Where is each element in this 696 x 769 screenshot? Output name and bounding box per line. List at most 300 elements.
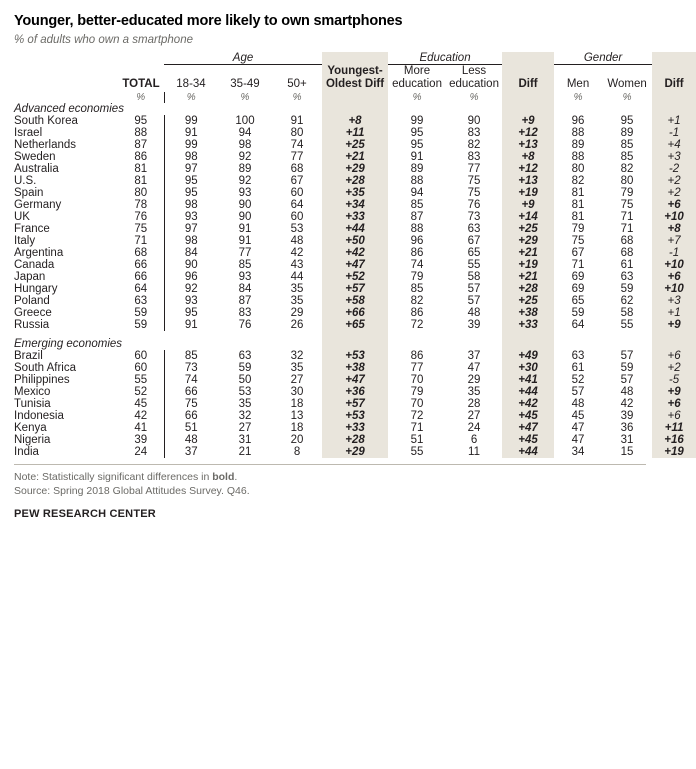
cell-women: 80 bbox=[620, 174, 634, 187]
cell-more-education: 91 bbox=[410, 150, 424, 163]
table-row bbox=[14, 271, 696, 283]
cell-total: 71 bbox=[134, 234, 148, 247]
table-row bbox=[14, 398, 696, 410]
cell-women: 61 bbox=[620, 258, 634, 271]
note-suffix: . bbox=[234, 470, 238, 483]
cell-men: 34 bbox=[571, 445, 585, 458]
cell-more-education: 96 bbox=[410, 234, 424, 247]
cell-total: 66 bbox=[134, 270, 148, 283]
cell-more-education: 94 bbox=[410, 186, 424, 199]
cell-age-diff: +8 bbox=[322, 115, 388, 127]
section-header-row bbox=[14, 338, 696, 350]
cell-more-education: 77 bbox=[410, 361, 424, 374]
cell-gender-diff: +4 bbox=[652, 139, 696, 151]
cell-total: 81 bbox=[134, 174, 148, 187]
cell-age-50plus: 48 bbox=[290, 234, 304, 247]
cell-age-35-49: 50 bbox=[238, 373, 252, 386]
cell-gender-diff: +7 bbox=[652, 235, 696, 247]
cell-age-35-49: 31 bbox=[238, 433, 252, 446]
unit-gdiff bbox=[652, 92, 696, 103]
cell-less-education: 77 bbox=[467, 162, 481, 175]
table-row bbox=[14, 374, 696, 386]
col-header-age-diff: Youngest- Oldest Diff bbox=[322, 65, 388, 92]
cell-more-education: 86 bbox=[410, 349, 424, 362]
cell-age-50plus: 35 bbox=[290, 294, 304, 307]
cell-more-education: 72 bbox=[410, 318, 424, 331]
cell-less-education: 73 bbox=[467, 210, 481, 223]
cell-gender-diff: +2 bbox=[652, 187, 696, 199]
cell-more-education: 99 bbox=[410, 114, 424, 127]
cell-age-35-49: 100 bbox=[235, 114, 255, 127]
cell-age-18-34: 95 bbox=[164, 187, 218, 199]
col-header-men: Men bbox=[566, 78, 590, 91]
cell-education-diff: +44 bbox=[502, 446, 554, 458]
cell-more-education: 88 bbox=[410, 174, 424, 187]
cell-women: 82 bbox=[620, 162, 634, 175]
cell-men: 88 bbox=[571, 126, 585, 139]
cell-more-education: 87 bbox=[410, 210, 424, 223]
col-header-total: TOTAL bbox=[122, 78, 160, 91]
cell-age-diff: +53 bbox=[322, 350, 388, 362]
section-label: Advanced economies bbox=[14, 102, 124, 115]
cell-age-18-34: 37 bbox=[164, 446, 218, 458]
cell-age-18-34: 91 bbox=[164, 127, 218, 139]
cell-more-education: 79 bbox=[410, 385, 424, 398]
cell-more-education: 86 bbox=[410, 306, 424, 319]
unit-adiff bbox=[322, 92, 388, 103]
cell-less-education: 37 bbox=[467, 349, 481, 362]
table-row bbox=[14, 163, 696, 175]
cell-education-diff: +47 bbox=[502, 422, 554, 434]
cell-age-18-34: 66 bbox=[164, 410, 218, 422]
cell-more-education: 72 bbox=[410, 409, 424, 422]
cell-age-35-49: 35 bbox=[238, 397, 252, 410]
cell-less-education: 6 bbox=[470, 433, 478, 446]
cell-less-education: 35 bbox=[467, 385, 481, 398]
cell-age-35-49: 93 bbox=[238, 270, 252, 283]
cell-age-35-49: 59 bbox=[238, 361, 252, 374]
unit-women: % bbox=[622, 91, 632, 103]
cell-less-education: 47 bbox=[467, 361, 481, 374]
table-row bbox=[14, 446, 696, 458]
cell-age-35-49: 92 bbox=[238, 174, 252, 187]
cell-age-diff: +42 bbox=[322, 247, 388, 259]
cell-women: 63 bbox=[620, 270, 634, 283]
footnotes bbox=[14, 464, 646, 520]
cell-age-50plus: 35 bbox=[290, 361, 304, 374]
cell-age-50plus: 13 bbox=[290, 409, 304, 422]
cell-education-diff: +49 bbox=[502, 350, 554, 362]
cell-age-50plus: 91 bbox=[290, 114, 304, 127]
cell-more-education: 79 bbox=[410, 270, 424, 283]
cell-age-35-49: 83 bbox=[238, 306, 252, 319]
cell-more-education: 89 bbox=[410, 162, 424, 175]
cell-women: 39 bbox=[620, 409, 634, 422]
cell-less-education: 63 bbox=[467, 222, 481, 235]
cell-age-50plus: 64 bbox=[290, 198, 304, 211]
cell-total: 78 bbox=[134, 198, 148, 211]
cell-age-18-34: 84 bbox=[164, 247, 218, 259]
cell-women: 68 bbox=[620, 246, 634, 259]
cell-age-18-34: 74 bbox=[164, 374, 218, 386]
unit-men: % bbox=[573, 91, 583, 103]
cell-age-35-49: 90 bbox=[238, 198, 252, 211]
cell-age-18-34: 85 bbox=[164, 350, 218, 362]
cell-total: 95 bbox=[134, 114, 148, 127]
cell-women: 42 bbox=[620, 397, 634, 410]
table-row bbox=[14, 295, 696, 307]
row-country: Japan bbox=[14, 270, 46, 283]
cell-education-diff: +21 bbox=[502, 247, 554, 259]
cell-more-education: 86 bbox=[410, 246, 424, 259]
cell-age-50plus: 18 bbox=[290, 397, 304, 410]
cell-age-18-34: 98 bbox=[164, 199, 218, 211]
cell-age-35-49: 53 bbox=[238, 385, 252, 398]
cell-less-education: 11 bbox=[468, 445, 480, 458]
unit-ediff bbox=[502, 92, 554, 103]
cell-men: 61 bbox=[571, 361, 585, 374]
cell-gender-diff: +19 bbox=[652, 446, 696, 458]
cell-total: 68 bbox=[134, 246, 148, 259]
cell-total: 39 bbox=[134, 433, 148, 446]
cell-age-18-34: 96 bbox=[164, 271, 218, 283]
cell-men: 64 bbox=[571, 318, 585, 331]
cell-gender-diff: +10 bbox=[652, 283, 696, 295]
cell-age-35-49: 84 bbox=[238, 282, 252, 295]
col-header-gender-diff: Diff bbox=[652, 65, 696, 92]
table-row bbox=[14, 434, 696, 446]
cell-age-18-34: 93 bbox=[164, 211, 218, 223]
cell-age-35-49: 91 bbox=[238, 234, 252, 247]
unit-e2: % bbox=[469, 91, 479, 103]
cell-more-education: 70 bbox=[410, 397, 424, 410]
section-label: Emerging economies bbox=[14, 337, 123, 350]
cell-men: 63 bbox=[571, 349, 585, 362]
cell-less-education: 82 bbox=[467, 138, 481, 151]
brand-label: PEW RESEARCH CENTER bbox=[14, 507, 156, 520]
row-country: Mexico bbox=[14, 385, 51, 398]
cell-women: 59 bbox=[620, 282, 634, 295]
row-country: South Korea bbox=[14, 114, 78, 127]
cell-less-education: 67 bbox=[467, 234, 481, 247]
table-row bbox=[14, 362, 696, 374]
cell-total: 87 bbox=[134, 138, 148, 151]
col-header-age-18-34: 18-34 bbox=[176, 78, 206, 91]
cell-age-35-49: 63 bbox=[238, 349, 252, 362]
table-row bbox=[14, 127, 696, 139]
section-spacer bbox=[14, 331, 696, 338]
cell-age-18-34: 90 bbox=[164, 259, 218, 271]
cell-age-50plus: 68 bbox=[290, 162, 304, 175]
table-row bbox=[14, 307, 696, 319]
row-country: Greece bbox=[14, 306, 52, 319]
cell-education-diff: +25 bbox=[502, 223, 554, 235]
table-row bbox=[14, 223, 696, 235]
cell-education-diff: +9 bbox=[502, 115, 554, 127]
cell-men: 82 bbox=[571, 174, 585, 187]
cell-less-education: 55 bbox=[467, 258, 481, 271]
cell-age-50plus: 44 bbox=[290, 270, 304, 283]
table-row bbox=[14, 410, 696, 422]
cell-men: 67 bbox=[571, 246, 585, 259]
cell-age-18-34: 91 bbox=[164, 319, 218, 331]
row-country: Israel bbox=[14, 126, 43, 139]
cell-education-diff: +12 bbox=[502, 127, 554, 139]
group-header-education: Education bbox=[388, 52, 502, 65]
cell-women: 62 bbox=[620, 294, 634, 307]
cell-men: 45 bbox=[571, 409, 585, 422]
cell-men: 47 bbox=[571, 421, 585, 434]
cell-less-education: 90 bbox=[467, 114, 481, 127]
cell-age-50plus: 30 bbox=[290, 385, 304, 398]
cell-education-diff: +19 bbox=[502, 187, 554, 199]
cell-total: 64 bbox=[134, 282, 148, 295]
unit-row bbox=[14, 92, 696, 103]
note-prefix: Note: Statistically significant differences in bbox=[14, 470, 213, 483]
cell-age-diff: +25 bbox=[322, 139, 388, 151]
cell-total: 52 bbox=[134, 385, 148, 398]
cell-education-diff: +13 bbox=[502, 175, 554, 187]
cell-total: 60 bbox=[134, 361, 148, 374]
cell-less-education: 27 bbox=[467, 409, 481, 422]
col-header-education-diff: Diff bbox=[502, 65, 554, 92]
cell-age-18-34: 99 bbox=[164, 139, 218, 151]
cell-men: 65 bbox=[571, 294, 585, 307]
unit-total: % bbox=[136, 91, 146, 103]
cell-age-50plus: 43 bbox=[290, 258, 304, 271]
smartphone-ownership-table bbox=[14, 52, 696, 457]
table-body bbox=[14, 103, 696, 458]
cell-age-18-34: 97 bbox=[164, 163, 218, 175]
cell-gender-diff: +10 bbox=[652, 259, 696, 271]
table-row bbox=[14, 151, 696, 163]
cell-men: 59 bbox=[571, 306, 585, 319]
note-line bbox=[14, 470, 646, 484]
cell-age-50plus: 18 bbox=[290, 421, 304, 434]
cell-age-50plus: 42 bbox=[290, 246, 304, 259]
row-country: Sweden bbox=[14, 150, 56, 163]
cell-age-35-49: 93 bbox=[238, 186, 252, 199]
cell-men: 88 bbox=[571, 150, 585, 163]
cell-age-50plus: 74 bbox=[290, 138, 304, 151]
cell-men: 89 bbox=[571, 138, 585, 151]
cell-less-education: 58 bbox=[467, 270, 481, 283]
cell-more-education: 74 bbox=[410, 258, 424, 271]
table-row bbox=[14, 422, 696, 434]
cell-more-education: 85 bbox=[410, 198, 424, 211]
cell-age-18-34: 92 bbox=[164, 283, 218, 295]
row-country: Germany bbox=[14, 198, 62, 211]
row-country: Argentina bbox=[14, 246, 64, 259]
cell-age-18-34: 98 bbox=[164, 235, 218, 247]
cell-age-35-49: 77 bbox=[238, 246, 252, 259]
cell-age-18-34: 95 bbox=[164, 307, 218, 319]
cell-gender-diff: +6 bbox=[652, 350, 696, 362]
cell-age-35-49: 87 bbox=[238, 294, 252, 307]
table-row bbox=[14, 350, 696, 362]
cell-age-35-49: 32 bbox=[238, 409, 252, 422]
cell-age-diff: +11 bbox=[322, 127, 388, 139]
col-header-women: Women bbox=[607, 78, 647, 91]
cell-age-diff: +65 bbox=[322, 319, 388, 331]
cell-total: 88 bbox=[134, 126, 148, 139]
row-country: Russia bbox=[14, 318, 50, 331]
cell-age-diff: +33 bbox=[322, 422, 388, 434]
cell-age-50plus: 80 bbox=[290, 126, 304, 139]
cell-gender-diff: -2 bbox=[652, 163, 696, 175]
cell-education-diff: +14 bbox=[502, 211, 554, 223]
unit-a3: % bbox=[292, 91, 302, 103]
cell-gender-diff: +16 bbox=[652, 434, 696, 446]
cell-age-35-49: 91 bbox=[238, 222, 252, 235]
cell-age-50plus: 77 bbox=[290, 150, 304, 163]
cell-age-50plus: 32 bbox=[290, 349, 304, 362]
cell-men: 69 bbox=[571, 270, 585, 283]
cell-gender-diff: +6 bbox=[652, 410, 696, 422]
cell-total: 76 bbox=[134, 210, 148, 223]
cell-less-education: 57 bbox=[467, 282, 481, 295]
cell-age-35-49: 76 bbox=[238, 318, 252, 331]
cell-age-50plus: 35 bbox=[290, 282, 304, 295]
cell-men: 47 bbox=[571, 433, 585, 446]
cell-age-diff: +58 bbox=[322, 295, 388, 307]
cell-men: 75 bbox=[571, 234, 585, 247]
cell-age-18-34: 95 bbox=[164, 175, 218, 187]
row-country: U.S. bbox=[14, 174, 37, 187]
cell-men: 57 bbox=[571, 385, 585, 398]
cell-age-18-34: 51 bbox=[164, 422, 218, 434]
cell-less-education: 57 bbox=[467, 294, 481, 307]
cell-total: 86 bbox=[134, 150, 148, 163]
cell-men: 81 bbox=[571, 186, 585, 199]
cell-age-35-49: 92 bbox=[238, 150, 252, 163]
cell-total: 41 bbox=[134, 421, 148, 434]
page-subtitle: % of adults who own a smartphone bbox=[14, 34, 193, 47]
cell-total: 24 bbox=[134, 445, 148, 458]
cell-gender-diff: +11 bbox=[652, 422, 696, 434]
cell-gender-diff: +8 bbox=[652, 223, 696, 235]
cell-women: 31 bbox=[620, 433, 634, 446]
table-header bbox=[14, 52, 696, 102]
col-header-less-education: Less education bbox=[449, 65, 499, 91]
row-country: Kenya bbox=[14, 421, 47, 434]
row-country: Spain bbox=[14, 186, 44, 199]
table-row bbox=[14, 115, 696, 127]
cell-less-education: 39 bbox=[467, 318, 481, 331]
unit-a2: % bbox=[240, 91, 250, 103]
row-country: Australia bbox=[14, 162, 59, 175]
cell-women: 15 bbox=[620, 445, 634, 458]
cell-gender-diff: +9 bbox=[652, 386, 696, 398]
cell-women: 55 bbox=[620, 318, 634, 331]
cell-education-diff: +13 bbox=[502, 139, 554, 151]
col-header-age-35-49: 35-49 bbox=[230, 78, 260, 91]
cell-age-18-34: 99 bbox=[164, 115, 218, 127]
cell-education-diff: +45 bbox=[502, 434, 554, 446]
row-country: Nigeria bbox=[14, 433, 51, 446]
table-row bbox=[14, 386, 696, 398]
cell-education-diff: +38 bbox=[502, 307, 554, 319]
cell-age-diff: +52 bbox=[322, 271, 388, 283]
cell-gender-diff: -1 bbox=[652, 127, 696, 139]
cell-women: 36 bbox=[620, 421, 634, 434]
cell-age-18-34: 66 bbox=[164, 386, 218, 398]
table-row bbox=[14, 211, 696, 223]
cell-more-education: 82 bbox=[410, 294, 424, 307]
cell-age-50plus: 8 bbox=[293, 445, 301, 458]
cell-men: 71 bbox=[571, 258, 585, 271]
cell-age-50plus: 60 bbox=[290, 210, 304, 223]
cell-gender-diff: +9 bbox=[652, 319, 696, 331]
cell-age-50plus: 67 bbox=[290, 174, 304, 187]
cell-men: 79 bbox=[571, 222, 585, 235]
row-country: Brazil bbox=[14, 349, 43, 362]
note-bold: bold bbox=[212, 470, 235, 483]
cell-age-diff: +47 bbox=[322, 259, 388, 271]
cell-more-education: 71 bbox=[410, 421, 424, 434]
cell-gender-diff: +2 bbox=[652, 362, 696, 374]
cell-education-diff: +12 bbox=[502, 163, 554, 175]
row-country: Tunisia bbox=[14, 397, 51, 410]
row-country: India bbox=[14, 445, 39, 458]
cell-women: 95 bbox=[620, 114, 634, 127]
table-row bbox=[14, 199, 696, 211]
cell-more-education: 51 bbox=[410, 433, 424, 446]
cell-men: 80 bbox=[571, 162, 585, 175]
cell-education-diff: +33 bbox=[502, 319, 554, 331]
cell-men: 81 bbox=[571, 210, 585, 223]
row-country: Indonesia bbox=[14, 409, 64, 422]
cell-women: 71 bbox=[620, 222, 634, 235]
cell-less-education: 76 bbox=[467, 198, 481, 211]
cell-age-diff: +36 bbox=[322, 386, 388, 398]
row-country: Netherlands bbox=[14, 138, 77, 151]
cell-age-diff: +57 bbox=[322, 398, 388, 410]
cell-age-18-34: 97 bbox=[164, 223, 218, 235]
cell-total: 42 bbox=[134, 409, 148, 422]
cell-education-diff: +19 bbox=[502, 259, 554, 271]
cell-women: 85 bbox=[620, 138, 634, 151]
cell-age-35-49: 94 bbox=[238, 126, 252, 139]
cell-total: 60 bbox=[134, 349, 148, 362]
cell-age-diff: +35 bbox=[322, 187, 388, 199]
cell-men: 52 bbox=[571, 373, 585, 386]
cell-total: 75 bbox=[134, 222, 148, 235]
cell-age-diff: +50 bbox=[322, 235, 388, 247]
cell-men: 48 bbox=[571, 397, 585, 410]
cell-education-diff: +30 bbox=[502, 362, 554, 374]
cell-women: 68 bbox=[620, 234, 634, 247]
row-country: Philippines bbox=[14, 373, 70, 386]
row-country: France bbox=[14, 222, 50, 235]
section-header-row bbox=[14, 103, 696, 115]
row-country: Canada bbox=[14, 258, 55, 271]
cell-gender-diff: +1 bbox=[652, 307, 696, 319]
cell-age-50plus: 20 bbox=[290, 433, 304, 446]
page-title: Younger, better-educated more likely to own smartphones bbox=[14, 13, 403, 29]
cell-women: 85 bbox=[620, 150, 634, 163]
cell-education-diff: +25 bbox=[502, 295, 554, 307]
row-country: UK bbox=[14, 210, 30, 223]
cell-gender-diff: +2 bbox=[652, 175, 696, 187]
cell-age-35-49: 21 bbox=[238, 445, 252, 458]
column-header-row bbox=[14, 65, 696, 92]
cell-less-education: 75 bbox=[467, 186, 481, 199]
group-header-age: Age bbox=[164, 52, 322, 65]
group-header-gender: Gender bbox=[554, 52, 652, 65]
table-row bbox=[14, 139, 696, 151]
cell-total: 80 bbox=[134, 186, 148, 199]
